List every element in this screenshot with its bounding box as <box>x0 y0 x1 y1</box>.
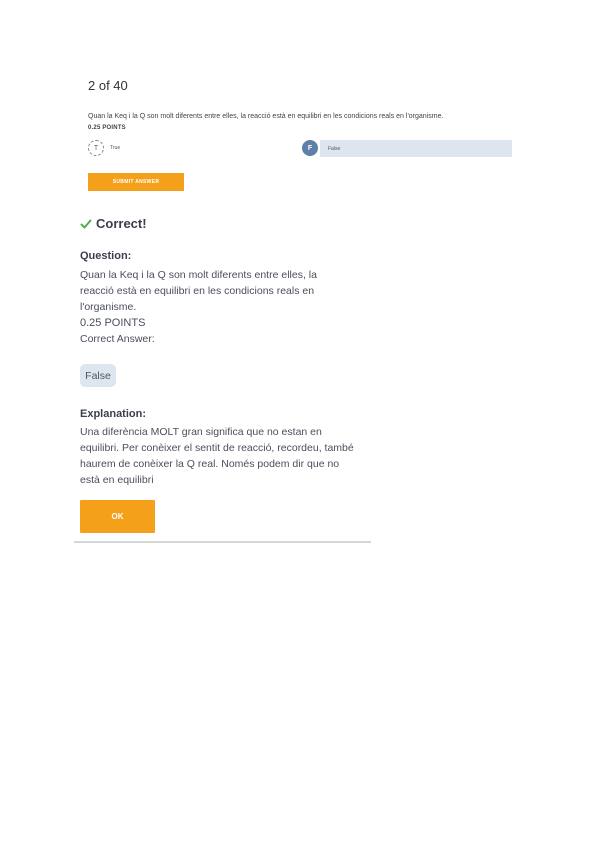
correct-answer-badge: False <box>80 364 116 387</box>
check-icon <box>80 218 92 230</box>
question-text: Quan la Keq i la Q son molt diferents entre elles, la reacció està en equilibri en les condicions reals en l'organisme. <box>80 269 317 313</box>
points-text: 0.25 POINTS <box>80 317 146 329</box>
correct-status-text: Correct! <box>96 216 147 231</box>
question-heading: Question: <box>80 250 132 262</box>
option-true-label[interactable]: True <box>110 145 121 151</box>
divider <box>74 541 371 543</box>
ok-button[interactable]: OK <box>80 500 155 533</box>
option-true-marker[interactable]: T <box>88 140 104 156</box>
question-counter: 2 of 40 <box>88 78 128 93</box>
points-small: 0.25 POINTS <box>88 125 126 131</box>
option-false-selected-bar[interactable] <box>320 140 512 157</box>
option-false-marker[interactable]: F <box>302 140 318 156</box>
correct-status <box>80 216 147 231</box>
correct-answer-label: Correct Answer: <box>80 333 155 345</box>
option-false-label[interactable]: False <box>328 146 341 152</box>
explanation-text: Una diferència MOLT gran significa que no estan en equilibri. Per conèixer el sentit de reacció, recordeu, també haurem de conèixer la Q real. Només podem dir que no està en equilibri <box>80 426 354 486</box>
submit-answer-button[interactable]: SUBMIT ANSWER <box>88 173 184 191</box>
explanation-heading: Explanation: <box>80 408 147 420</box>
question-text-small: Quan la Keq i la Q son molt diferents entre elles, la reacció està en equilibri en les condicions reals en l'organisme. <box>88 113 444 120</box>
